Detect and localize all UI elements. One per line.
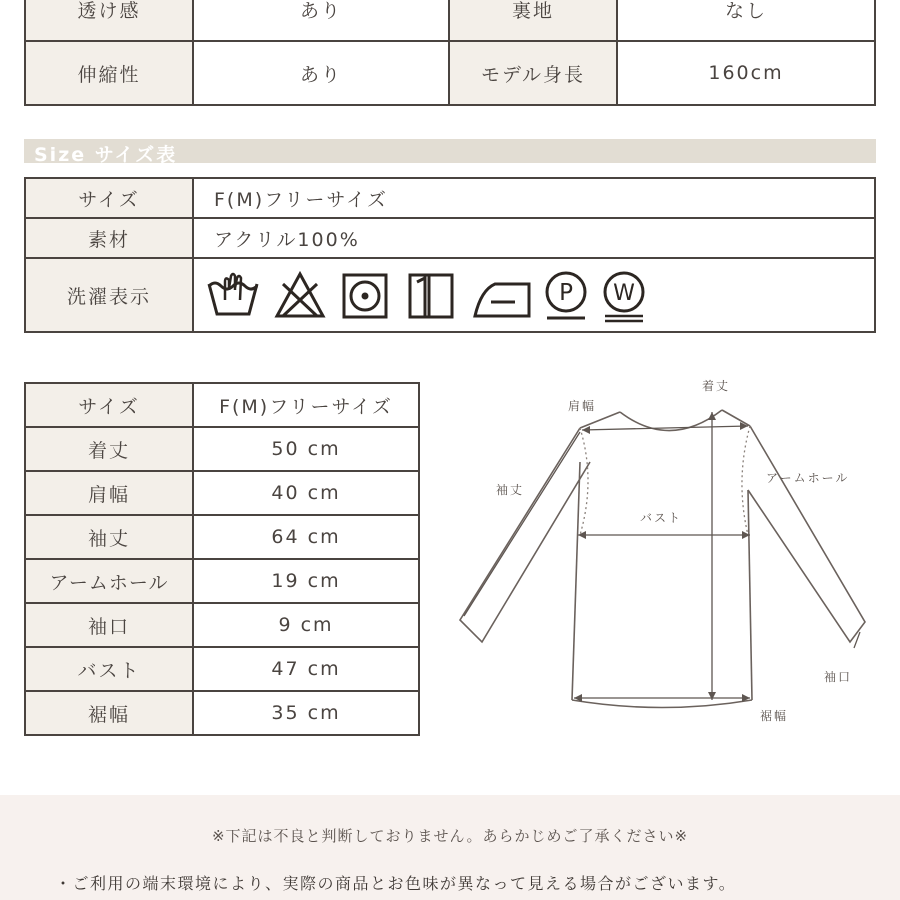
label-cell: サイズ <box>25 383 193 427</box>
value-cell: あり <box>193 41 449 105</box>
value-cell: 47 cm <box>193 647 419 691</box>
section-title: Size サイズ表 <box>34 144 178 166</box>
table-row <box>25 0 875 41</box>
table-row <box>25 603 419 647</box>
label-cell: バスト <box>25 647 193 691</box>
label-cell: 伸縮性 <box>25 41 193 105</box>
table-row <box>25 515 419 559</box>
value-cell: F(M)フリーサイズ <box>193 383 419 427</box>
notice-section <box>0 795 900 900</box>
label-sleeve: 袖丈 <box>496 483 525 497</box>
label-cell: モデル身長 <box>449 41 617 105</box>
notice-line: ・ご利用の端末環境により、実際の商品とお色味が異なって見える場合がございます。 <box>55 874 737 893</box>
notice-title: ※下記は不良と判断しておりません。あらかじめご了承ください※ <box>211 827 689 845</box>
label-cell: 袖口 <box>25 603 193 647</box>
top-info-table <box>24 0 876 106</box>
table-row <box>25 383 419 427</box>
label-shoulder: 肩幅 <box>568 399 597 413</box>
label-cuff: 袖口 <box>824 670 853 684</box>
size-table <box>24 382 420 736</box>
label-cell: アームホール <box>25 559 193 603</box>
tumble-dry-icon <box>341 272 389 320</box>
table-row <box>25 471 419 515</box>
label-armhole: アームホール <box>766 471 850 485</box>
value-cell: F(M)フリーサイズ <box>193 178 875 218</box>
label-cell: 裾幅 <box>25 691 193 735</box>
table-row <box>25 559 419 603</box>
garment-diagram <box>440 370 900 730</box>
label-cell: 洗濯表示 <box>25 258 193 332</box>
value-cell: 9 cm <box>193 603 419 647</box>
label-cell: サイズ <box>25 178 193 218</box>
svg-text:P: P <box>559 280 573 306</box>
value-cell: あり <box>193 0 449 41</box>
table-row <box>25 691 419 735</box>
value-cell: 19 cm <box>193 559 419 603</box>
label-cell: 裏地 <box>449 0 617 41</box>
label-cell: 透け感 <box>25 0 193 41</box>
label-length: 着丈 <box>702 379 731 393</box>
dry-clean-p-icon <box>543 270 589 322</box>
table-row <box>25 178 875 218</box>
wet-clean-w-icon <box>601 270 647 324</box>
value-cell: 160cm <box>617 41 875 105</box>
label-bust: バスト <box>640 511 683 525</box>
drip-dry-icon <box>407 272 455 320</box>
label-hem: 裾幅 <box>760 709 789 723</box>
table-row <box>25 41 875 105</box>
value-cell: 64 cm <box>193 515 419 559</box>
label-cell: 肩幅 <box>25 471 193 515</box>
svg-text:W: W <box>613 281 635 306</box>
iron-icon <box>471 276 533 320</box>
value-cell: 40 cm <box>193 471 419 515</box>
table-row <box>25 218 875 258</box>
label-cell: 素材 <box>25 218 193 258</box>
value-cell: 35 cm <box>193 691 419 735</box>
section-header <box>24 139 876 166</box>
label-cell: 着丈 <box>25 427 193 471</box>
value-cell: 50 cm <box>193 427 419 471</box>
no-bleach-icon <box>273 270 327 320</box>
label-cell: 袖丈 <box>25 515 193 559</box>
value-cell: なし <box>617 0 875 41</box>
table-row <box>25 427 419 471</box>
hand-wash-icon <box>205 270 261 320</box>
table-row <box>25 647 419 691</box>
value-cell: アクリル100% <box>193 218 875 258</box>
